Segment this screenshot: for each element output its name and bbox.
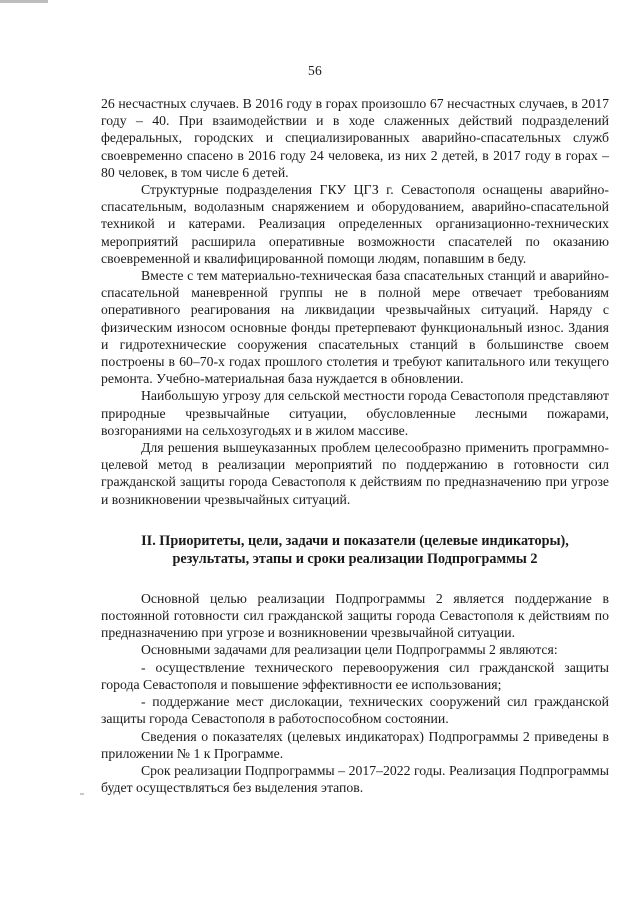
paragraph-rural-threats: Наибольшую угрозу для сельской местности города Севастополя представляют природные чрезвычайные ситуации, обусловленные лесными пожарами, возгораниями на сельхозугодьях и в жилом массиве. <box>101 388 609 438</box>
list-item-maintenance: - поддержание мест дислокации, технических сооружений сил гражданской защиты города Севастополя в работоспособном состоянии. <box>101 694 609 727</box>
paragraph-main-goal: Основной целью реализации Подпрограммы 2 является поддержание в постоянной готовности сил гражданской защиты города Севастополя к действиям по предназначению при угрозе и возникновении чрезвычайной ситуации. <box>101 590 609 641</box>
paragraph-tasks-intro: Основными задачами для реализации цели Подпрограммы 2 являются: <box>141 642 558 658</box>
document-body <box>101 95 609 796</box>
list-item-rearmament: - осуществление технического перевооружения сил гражданской защиты города Севастополя и повышение эффективности ее использования; <box>101 659 609 692</box>
paragraph-timeline: Срок реализации Подпрограммы – 2017–2022 годы. Реализация Подпрограммы будет осуществляться без выделения этапов. <box>101 762 609 796</box>
paragraph-accident-statistics: 26 несчастных случаев. В 2016 году в горах произошло 67 несчастных случаев, в 2017 году – 40. При взаимодействии и в ходе слаженных действий подразделений федеральных, городских и специализированных аварийно-спасательных служб своевременно спасено в 2016 году 24 человека, из них 2 детей, в 2017 году в горах – 80 человек, в том числе 6 детей. <box>101 96 609 180</box>
scan-artifact-top <box>0 0 48 3</box>
paragraph-indicators: Сведения о показателях (целевых индикаторах) Подпрограммы 2 приведены в приложении № 1 к Программе. <box>101 728 609 761</box>
page-number: 56 <box>308 63 322 78</box>
section-heading <box>101 532 609 568</box>
paragraph-material-base: Вместе с тем материально-техническая база спасательных станций и аварийно-спасательной маневренной группы не в полной мере отвечает требованиям оперативного реагирования на ликвидации чрезвычайных ситуаций. Наряду с физическим износом основные фонды претерпевают функциональный износ. Здания и гидротехнические сооружения спасательных станций в большинстве своем построены в 60–70-х годах прошлого столетия и требуют капитального или текущего ремонта. Учебно-материальная база нуждается в обновлении. <box>101 268 609 387</box>
section-heading-line-2: результаты, этапы и сроки реализации Подпрограммы 2 <box>172 550 538 567</box>
section-heading-line-1: II. Приоритеты, цели, задачи и показатели (целевые индикаторы), <box>141 532 569 549</box>
scan-artifact-dot <box>80 793 84 795</box>
paragraph-equipment: Структурные подразделения ГКУ ЦГЗ г. Севастополя оснащены аварийно-спасательным, водолазным снаряжением и оборудованием, аварийно-спасательной техникой и катерами. Реализация определенных организационно-технических мероприятий расширила оперативные возможности спасателей по оказанию своевременной и квалифицированной помощи людям, попавшим в беду. <box>101 182 609 266</box>
paragraph-program-method: Для решения вышеуказанных проблем целесообразно применить программно-целевой метод в реализации мероприятий по поддержанию в готовности сил гражданской защиты города Севастополя к действиям по предназначению при угрозе и возникновении чрезвычайных ситуаций. <box>101 440 609 507</box>
